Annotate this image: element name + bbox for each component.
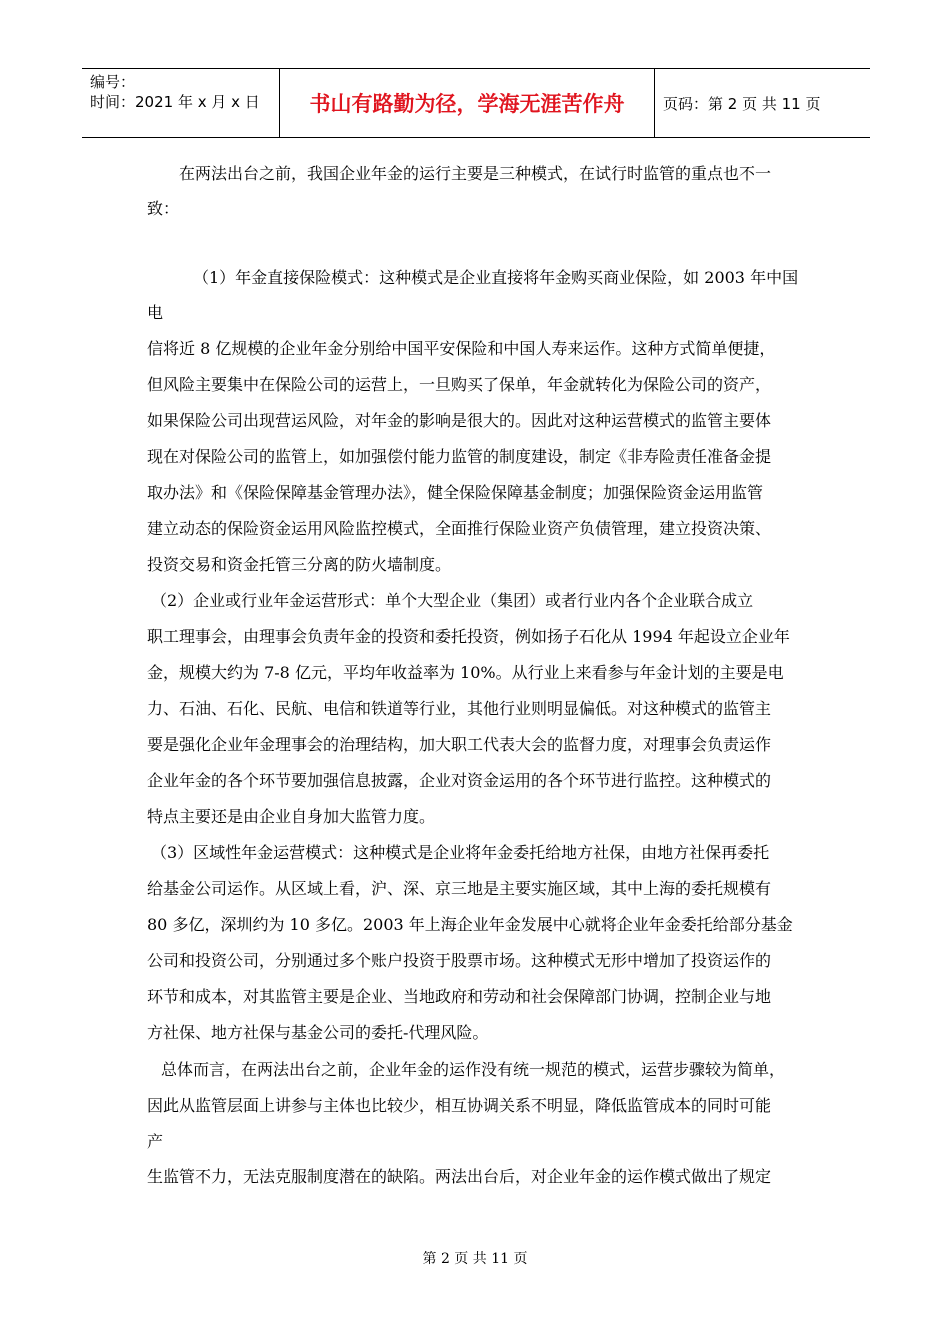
document-header [82,68,870,138]
body-line: 如果保险公司出现营运风险，对年金的影响是很大的。因此对这种运营模式的监管主要体 [147,411,772,430]
body-line: （3）区域性年金运营模式：这种模式是企业将年金委托给地方社保，由地方社保再委托 [151,843,770,862]
body-line: 现在对保险公司的监管上，如加强偿付能力监管的制度建设，制定《非寿险责任准备金提 [147,447,772,466]
body-line: 要是强化企业年金理事会的治理结构，加大职工代表大会的监督力度，对理事会负责运作 [147,735,772,754]
body-line: 特点主要还是由企业自身加大监管力度。 [147,807,436,826]
body-line: 电 [147,303,164,322]
body-line: 取办法》和《保险保障基金管理办法》，健全保险保障基金制度；加强保险资金运用监管 [147,483,764,502]
header-left-cell [82,69,280,137]
body-line: （1）年金直接保险模式：这种模式是企业直接将年金购买商业保险，如 2003 年中国 [185,268,799,287]
body-line: 方社保、地方社保与基金公司的委托-代理风险。 [147,1023,489,1042]
body-line: 因此从监管层面上讲参与主体也比较少，相互协调关系不明显，降低监管成本的同时可能 [147,1096,772,1115]
body-line: 力、石油、石化、民航、电信和铁道等行业，其他行业则明显偏低。对这种模式的监管主 [147,699,772,718]
body-line: 公司和投资公司，分别通过多个账户投资于股票市场。这种模式无形中增加了投资运作的 [147,951,772,970]
body-line: 金，规模大约为 7-8 亿元，平均年收益率为 10%。从行业上来看参与年金计划的主要是电 [147,663,784,682]
body-line: 信将近 8 亿规模的企业年金分别给中国平安保险和中国人寿来运作。这种方式简单便捷， [147,339,776,358]
body-line: （2）企业或行业年金运营形式：单个大型企业（集团）或者行业内各个企业联合成立 [151,591,754,610]
body-line: 产 [147,1132,164,1151]
page-info: 页码：第 2 页 共 11 页 [663,94,821,113]
body-line: 投资交易和资金托管三分离的防火墙制度。 [147,555,452,574]
body-line: 总体而言，在两法出台之前，企业年金的运作没有统一规范的模式，运营步骤较为简单， [161,1060,786,1079]
body-line: 企业年金的各个环节要加强信息披露，企业对资金运用的各个环节进行监控。这种模式的 [147,771,772,790]
body-line: 给基金公司运作。从区域上看，沪、深、京三地是主要实施区域，其中上海的委托规模有 [147,879,772,898]
body-line: 致： [147,199,180,218]
body-line: 建立动态的保险资金运用风险监控模式，全面推行保险业资产负债管理，建立投资决策、 [147,519,772,538]
body-line: 80 多亿，深圳约为 10 多亿。2003 年上海企业年金发展中心就将企业年金委托给部分基金 [147,915,793,934]
body-line: 环节和成本，对其监管主要是企业、当地政府和劳动和社会保障部门协调，控制企业与地 [147,987,772,1006]
page-footer: 第 2 页 共 11 页 [422,1251,528,1267]
body-line: 在两法出台之前，我国企业年金的运行主要是三种模式，在试行时监管的重点也不一 [147,164,772,183]
date-label: 时间：2021 年 x 月 x 日 [90,93,260,111]
body-line: 生监管不力，无法克服制度潜在的缺陷。两法出台后，对企业年金的运作模式做出了规定 [147,1167,772,1186]
body-line: 职工理事会，由理事会负责年金的投资和委托投资，例如扬子石化从 1994 年起设立企业年 [147,627,790,646]
number-label: 编号： [90,73,136,91]
motto: 书山有路勤为径，学海无涯苦作舟 [280,69,655,137]
body-line: 但风险主要集中在保险公司的运营上，一旦购买了保单，年金就转化为保险公司的资产， [147,375,772,394]
